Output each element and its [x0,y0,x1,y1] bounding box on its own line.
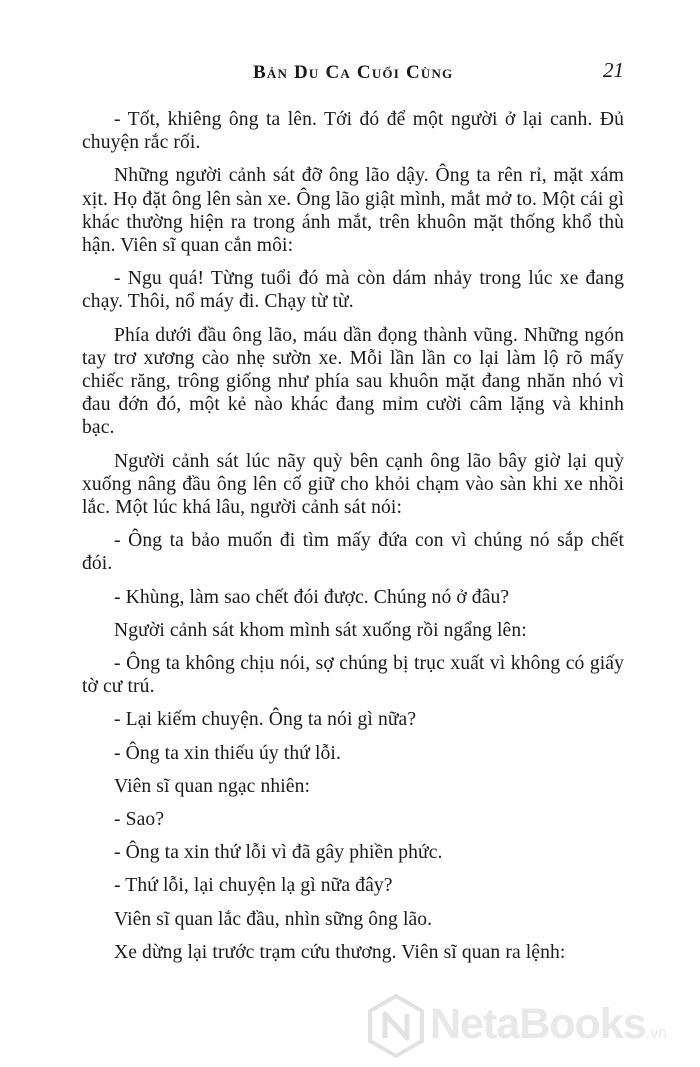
paragraph: - Thứ lỗi, lại chuyện lạ gì nữa đây? [114,875,393,897]
paragraph: - Sao? [114,809,165,831]
paragraph: Xe dừng lại trước trạm cứu thương. Viên sĩ quan ra lệnh: [114,941,566,963]
paragraph: - Khùng, làm sao chết đói được. Chúng nó ở đâu? [114,586,510,608]
paragraph: Phía dưới đầu ông lão, máu dần đọng thành vũng. Những ngón tay trơ xương cào nhẹ sườn xe. Mỗi lần lần co lại làm lộ rõ mấy chiếc răng, trông giống như phía sau khuôn mặt đang nhăn nhó vì đau đớn đó, một kẻ nào khác đang mỉm cười câm lặng và khinh bạc. [82,324,624,439]
paragraph: - Lại kiếm chuyện. Ông ta nói gì nữa? [114,709,417,731]
paragraph: - Ngu quá! Từng tuổi đó mà còn dám nhảy trong lúc xe đang chạy. Thôi, nổ máy đi. Chạy từ từ. [82,268,624,313]
paragraph: Những người cảnh sát đỡ ông lão dậy. Ông ta rên rỉ, mặt xám xịt. Họ đặt ông lên sàn xe. Ông lão giật mình, mắt mở to. Một cái gì khác thường hiện ra trong ánh mắt, trên khuôn mặt thống khổ thù hận. Viên sĩ quan cắn môi: [82,165,624,257]
watermark [368,992,688,1062]
page-number: 21 [603,58,624,82]
paragraph: - Ông ta xin thứ lỗi vì đã gây phiền phức. [114,842,443,864]
paragraph: Viên sĩ quan lắc đầu, nhìn sững ông lão. [114,908,433,930]
netabooks-logo-icon [368,994,424,1058]
paragraph: - Ông ta xin thiếu úy thứ lỗi. [114,742,341,764]
paragraph: - Ông ta bảo muốn đi tìm mấy đứa con vì chúng nó sắp chết đói. [82,530,624,575]
paragraph: Người cảnh sát khom mình sát xuống rồi ngẩng lên: [114,619,527,641]
paragraph: - Tốt, khiêng ông ta lên. Tới đó để một người ở lại canh. Đủ chuyện rắc rối. [82,109,624,154]
running-title: Bản Du Ca Cuối Cùng [253,62,454,83]
paragraph: Viên sĩ quan ngạc nhiên: [114,775,311,797]
paragraph: - Ông ta không chịu nói, sợ chúng bị trục xuất vì không có giấy tờ cư trú. [82,653,624,698]
paragraph: Người cảnh sát lúc nãy quỳ bên cạnh ông lão bây giờ lại quỳ xuống nâng đầu ông lên cố giữ cho khỏi chạm vào sàn khi xe nhồi lắc. Một lúc khá lâu, người cảnh sát nói: [82,450,624,519]
watermark-text: NetaBooks.vn [430,1000,667,1048]
body-text [82,108,624,974]
running-head [0,58,700,88]
